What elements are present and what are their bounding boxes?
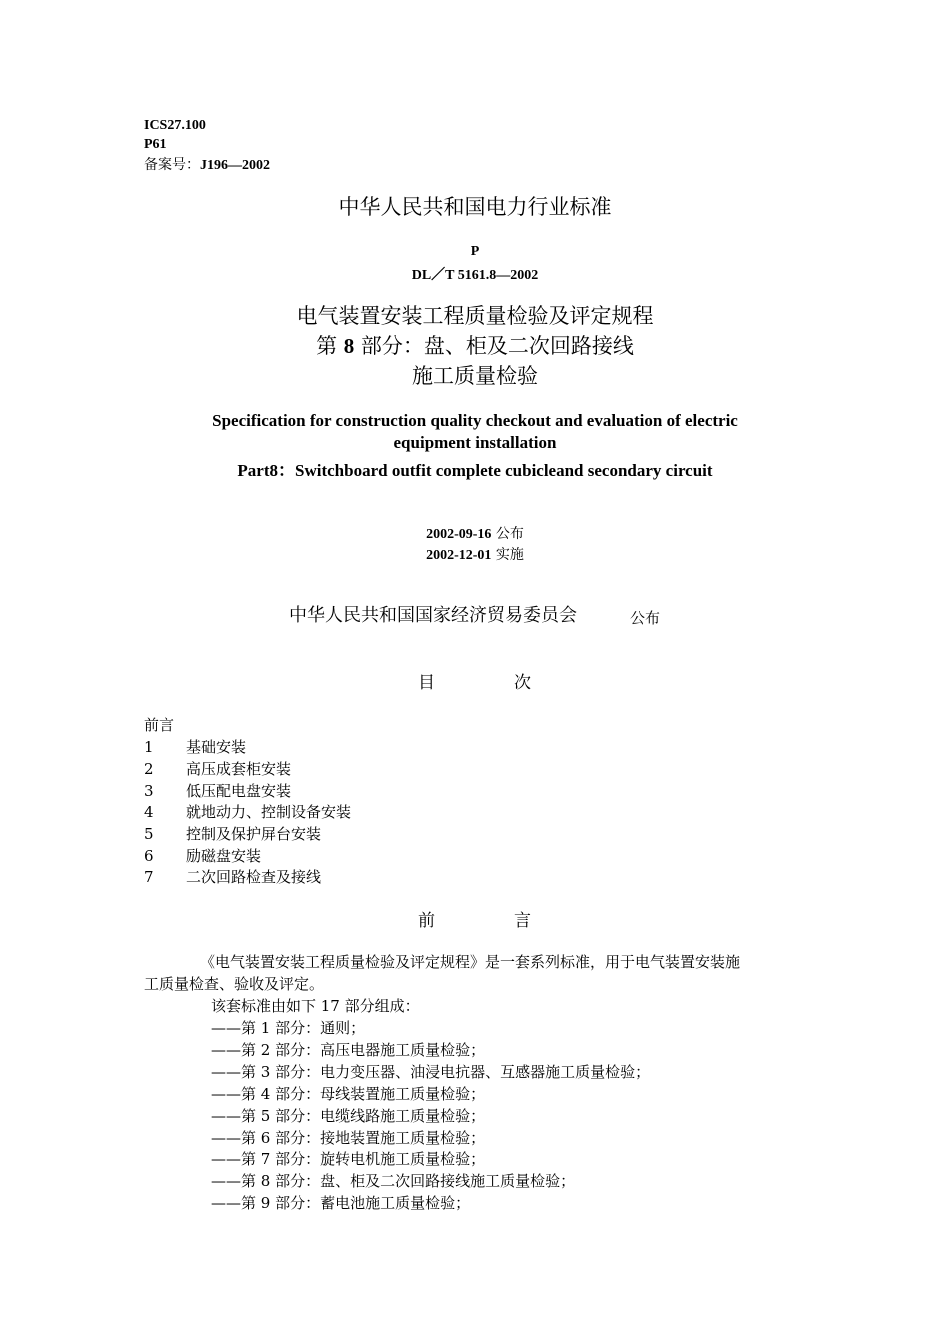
toc-item-preface <box>144 714 174 735</box>
preface-heading-b: 言 <box>514 911 531 931</box>
preface-paragraph-line1: 《电气装置安装工程质量检验及评定规程》是一套系列标准，用于电气装置安装施 <box>200 953 741 971</box>
toc-item-label: 控制及保护屏台安装 <box>186 825 322 843</box>
toc-heading-b: 次 <box>514 673 531 693</box>
preface-heading-a: 前 <box>418 911 435 931</box>
preface-part-item: ——第 9 部分：蓄电池施工质量检验； <box>211 1194 471 1212</box>
toc-item-label: 低压配电盘安装 <box>186 782 292 800</box>
standard-title: 中华人民共和国电力行业标准 <box>338 195 612 219</box>
preface-part-item: ——第 6 部分：接地装置施工质量检验； <box>211 1129 486 1147</box>
toc-item <box>144 780 291 801</box>
title-cn-part-number: 8 <box>343 334 355 358</box>
toc-item <box>144 823 321 844</box>
toc-item-number: 3 <box>144 782 154 800</box>
toc-item <box>144 758 291 779</box>
toc-item <box>144 866 321 887</box>
preface-part-item: ——第 4 部分：母线装置施工质量检验； <box>211 1085 486 1103</box>
code-letter: P <box>470 244 480 259</box>
title-cn-line2-pre: 第 <box>316 334 344 358</box>
preface-paragraph-line2: 工质量检查、验收及评定。 <box>144 975 325 993</box>
publish-date-value: 2002-09-16 <box>426 527 492 542</box>
toc-heading-a: 目 <box>418 673 435 693</box>
preface-parts-intro: 该套标准由如下 17 部分组成： <box>211 997 420 1015</box>
preface-part-item: ——第 1 部分：通则； <box>211 1019 366 1037</box>
preface-part-item: ——第 3 部分：电力变压器、油浸电抗器、互感器施工质量检验； <box>211 1063 651 1081</box>
preface-part-item: ——第 2 部分：高压电器施工质量检验； <box>211 1041 486 1059</box>
toc-item-number: 6 <box>144 847 154 865</box>
toc-item <box>144 736 246 757</box>
preface-part-item: ——第 5 部分：电缆线路施工质量检验； <box>211 1107 486 1125</box>
toc-item <box>144 801 351 822</box>
toc-item-label: 就地动力、控制设备安装 <box>186 803 352 821</box>
toc-item-label: 基础安装 <box>186 738 247 756</box>
publish-date <box>0 523 950 543</box>
toc-item-label: 高压成套柜安装 <box>186 760 292 778</box>
title-en-line1: Specification for construction quality checkout and evaluation of electric <box>212 411 738 430</box>
toc-item-label: 二次回路检查及接线 <box>186 868 322 886</box>
toc-item-number: 7 <box>144 868 154 886</box>
title-en-line2: equipment installation <box>393 433 557 452</box>
preface-part-item: ——第 8 部分：盘、柜及二次回路接线施工质量检验； <box>211 1172 576 1190</box>
filing-number <box>144 155 270 176</box>
ics-code: ICS27.100 <box>144 118 206 133</box>
toc-item-number: 2 <box>144 760 154 778</box>
title-en-line3: Part8：Switchboard outfit complete cubicleand secondary circuit <box>237 461 713 480</box>
p-code: P61 <box>144 137 167 152</box>
preface-part-item: ——第 7 部分：旋转电机施工质量检验； <box>211 1150 486 1168</box>
toc-item <box>144 845 261 866</box>
toc-item-label: 励磁盘安装 <box>186 847 262 865</box>
publisher-action: 公布 <box>630 609 661 627</box>
effective-date <box>0 544 950 564</box>
filing-value: J196—2002 <box>200 158 270 173</box>
title-cn-line2 <box>0 330 950 360</box>
standard-number: DL／T 5161.8—2002 <box>411 268 539 283</box>
title-cn-line1: 电气装置安装工程质量检验及评定规程 <box>296 304 654 328</box>
effective-date-label: 实施 <box>491 547 524 563</box>
title-cn-line3: 施工质量检验 <box>412 364 538 388</box>
toc-item-label: 前言 <box>144 716 175 734</box>
publisher-name: 中华人民共和国国家经济贸易委员会 <box>289 605 577 626</box>
effective-date-value: 2002-12-01 <box>426 548 492 563</box>
title-cn-line2-post: 部分：盘、柜及二次回路接线 <box>354 334 634 358</box>
filing-label: 备案号： <box>144 157 200 173</box>
toc-item-number: 4 <box>144 803 154 821</box>
toc-item-number: 1 <box>144 738 154 756</box>
publish-date-label: 公布 <box>491 526 524 542</box>
toc-item-number: 5 <box>144 825 154 843</box>
